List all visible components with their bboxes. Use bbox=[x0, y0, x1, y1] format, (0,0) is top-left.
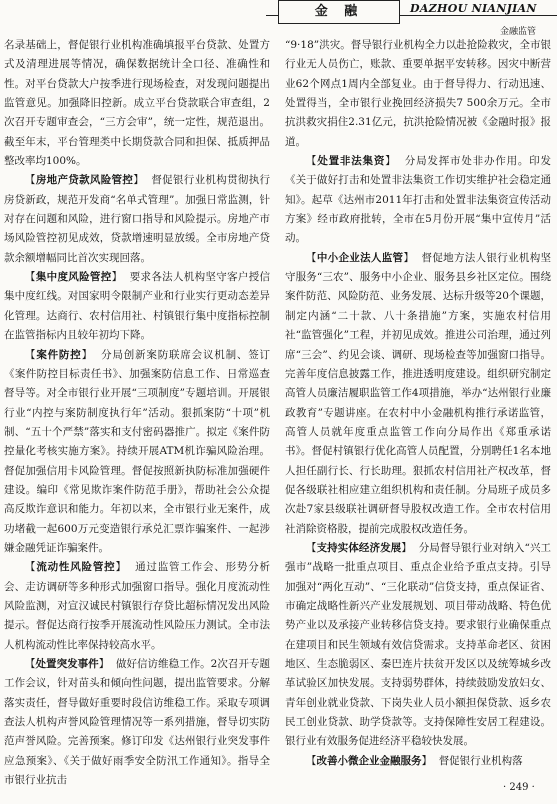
section-heading: 【案件防控】 bbox=[25, 348, 93, 361]
left-column bbox=[4, 36, 270, 790]
paragraph: 【改善小微企业金融服务】 督促银行业机构落 bbox=[306, 754, 523, 767]
paragraph: “9·18”洪灾。督导银行业机构全力以赴抢险救灾，全市银行业无人员伤亡，账款、重要单据平安转移。因灾中断营业62个网点1周内全部复业。由于督导得力、行动迅速、处置得当，全市银行业挽回经济损失7 500余万元。全市抗洪救灾捐住2.31亿元，抗洪抢险情况被《金融时报》报道。 bbox=[285, 39, 551, 148]
section-title: 金 融 bbox=[278, 0, 400, 24]
paragraph: 【案件防控】 分局创新案防联席会议机制、签订《案件防控目标责任书》、加强案防信息工作、日常巡查督导等。对全市银行业开展“三项制度”专题培训。开展银行业“内控与案防制度执行年”活动。狠抓案防“十项”机制、“五十个严禁”落实和支付密码器推广。拟定《案件防控量化考核实施方案》。持续开展ATM机诈骗风险治理。督促加强信用卡风险管理。督促按照新执防标准加强硬件建设。编印《常见欺诈案件防范手册》，帮助社会公众提高反欺诈意识和能力。年初以来，全市银行业无案件，成功堵截一起600万元变造银行承兑汇票诈骗案件、一起涉嫌金融凭证诈骗案件。 bbox=[4, 348, 271, 554]
paragraph: 【处置突发事件】 做好信访维稳工作。2次召开专题工作会议，针对苗头和倾向性问题，提出监管要求。分解落实责任，督导做好重要时段信访维稳工作。采取专项调查法人机构声誉风险管理情况等一系列措施，督导切实防范声誉风险。完善预案。修订印发《达州银行业突发事件应急预案》、《关于做好雨季安全防汛工作通知》。指导全市银行业抗击 bbox=[4, 658, 270, 787]
yearbook-title: DAZHOU NIANJIAN bbox=[410, 2, 537, 15]
section-heading: 【集中度风险管控】 bbox=[25, 271, 123, 284]
paragraph: 【支持实体经济发展】 分局督导银行业对纳入“兴工强市”战略一批重点项目、重点企业给予重点支持。引导加强对“两化互动”、“三化联动”信贷支持，重点保证省、市确定战略性新兴产业发展规划、项目带动战略、特色优势产业以及承接产业转移信贷支持。要求银行业确保重点在建项目和民生领域有效信贷需求。支持革命老区、贫困地区、生态脆弱区、秦巴连片扶贫开发区以及统筹城乡改革试验区加快发展。支持弱势群体，持续鼓励发放妇女、青年创业就业贷款、下岗失业人员小额担保贷款、返乡农民工创业贷款、助学贷款等。支持保障性安居工程建设。银行业有效服务促进经济平稳较快发展。 bbox=[285, 541, 552, 748]
paragraph: 【中小企业法人监管】 督促地方法人银行业机构坚守服务“三农”、服务中小企业、服务县乡社区定位。围绕案件防范、风险防范、业务发展、达标升级等20个课题，制定内涵“二十款、八十条措施”方案，实施农村信用社“监管强化”工程，并初见成效。推进公司治理，通过列席“三会”、约见会谈、调研、现场检查等加强窗口指导。完善年度信息披露工作，推进透明度建设。组织研究制定高管人员廉洁履职监管工作4项措施，举办“达州银行业廉政教育”专题讲座。在农村中小金融机构推行承诺监管，高管人员就年度重点监管工作向分局作出《郑重承诺书》。督促村镇银行优化高管人员配置，分别聘任1名本地人担任副行长、行长助理。狠抓农村信用社产权改革，督促各级联社相应建立组织机构和责任制。分局班子成员多次赴7家县级联社调研督导股权改造工作。全市农村信用社消除资格股，提前完成股权改造任务。 bbox=[285, 251, 552, 535]
paragraph: 【流动性风险管控】 通过监管工作会、形势分析会、走访调研等多种形式加强窗口指导。强化月度流动性风险监测，对宣汉诚民村镇银行存贷比超标情况发出风险提示。督促达商行按季开展流动性风险压力测试。全市法人机构流动性比率保持较高水平。 bbox=[4, 561, 270, 651]
section-heading: 【中小企业法人监管】 bbox=[306, 251, 415, 264]
section-heading: 【处置非法集资】 bbox=[306, 155, 397, 168]
paragraph: 【集中度风险管控】 要求各法人机构坚守客户授信集中度红线。对国家明令限制产业和行业实行更动态差异化管理。达商行、农村信用社、村镇银行集中度指标控制在监管指标内且较年初均下降。 bbox=[4, 271, 271, 342]
subsection-title: 金融监管 bbox=[500, 27, 537, 37]
paragraph: 名录基础上，督促银行业机构准确填报平台贷款、处置方式及清理进展等情况，确保数据统计全口径、准确性和性。对平台贷款大户按季进行现场检查，对发现问题提出监管意见。加强降旧控新。成立平台贷款联合审查组，2次召开专题审查会，“三方会审”，统一定性，规范退出。截至年末，平台管理类中长期贷款合同和担保、抵质押品整改率均100%。 bbox=[4, 39, 270, 168]
section-heading: 【改善小微企业金融服务】 bbox=[306, 754, 432, 767]
page-number: · 249 · bbox=[503, 782, 535, 793]
right-column bbox=[285, 36, 551, 771]
paragraph: 【处置非法集资】 分局发挥市处非办作用。印发《关于做好打击和处置非法集资工作切实维护社会稳定通知》。起草《达州市2011年打击和处置非法集资宣传活动方案》经市政府批转，全市在5月份开展“集中宣传月”活动。 bbox=[285, 155, 551, 245]
paragraph: 【房地产贷款风险管控】 督促银行业机构贯彻执行房贷新政，规范开发商“名单式管理”。加强日常监测，针对存在问题和风险，进行窗口指导和风险提示。房地产市场风险管控初见成效，贷款增速明显放缓。全市房地产贷款余额增幅同比首次实现回落。 bbox=[4, 174, 271, 264]
section-heading: 【支持实体经济发展】 bbox=[306, 541, 412, 554]
section-heading: 【处置突发事件】 bbox=[25, 658, 110, 670]
section-heading: 【房地产贷款风险管控】 bbox=[25, 174, 145, 187]
section-heading: 【流动性风险管控】 bbox=[25, 561, 127, 574]
